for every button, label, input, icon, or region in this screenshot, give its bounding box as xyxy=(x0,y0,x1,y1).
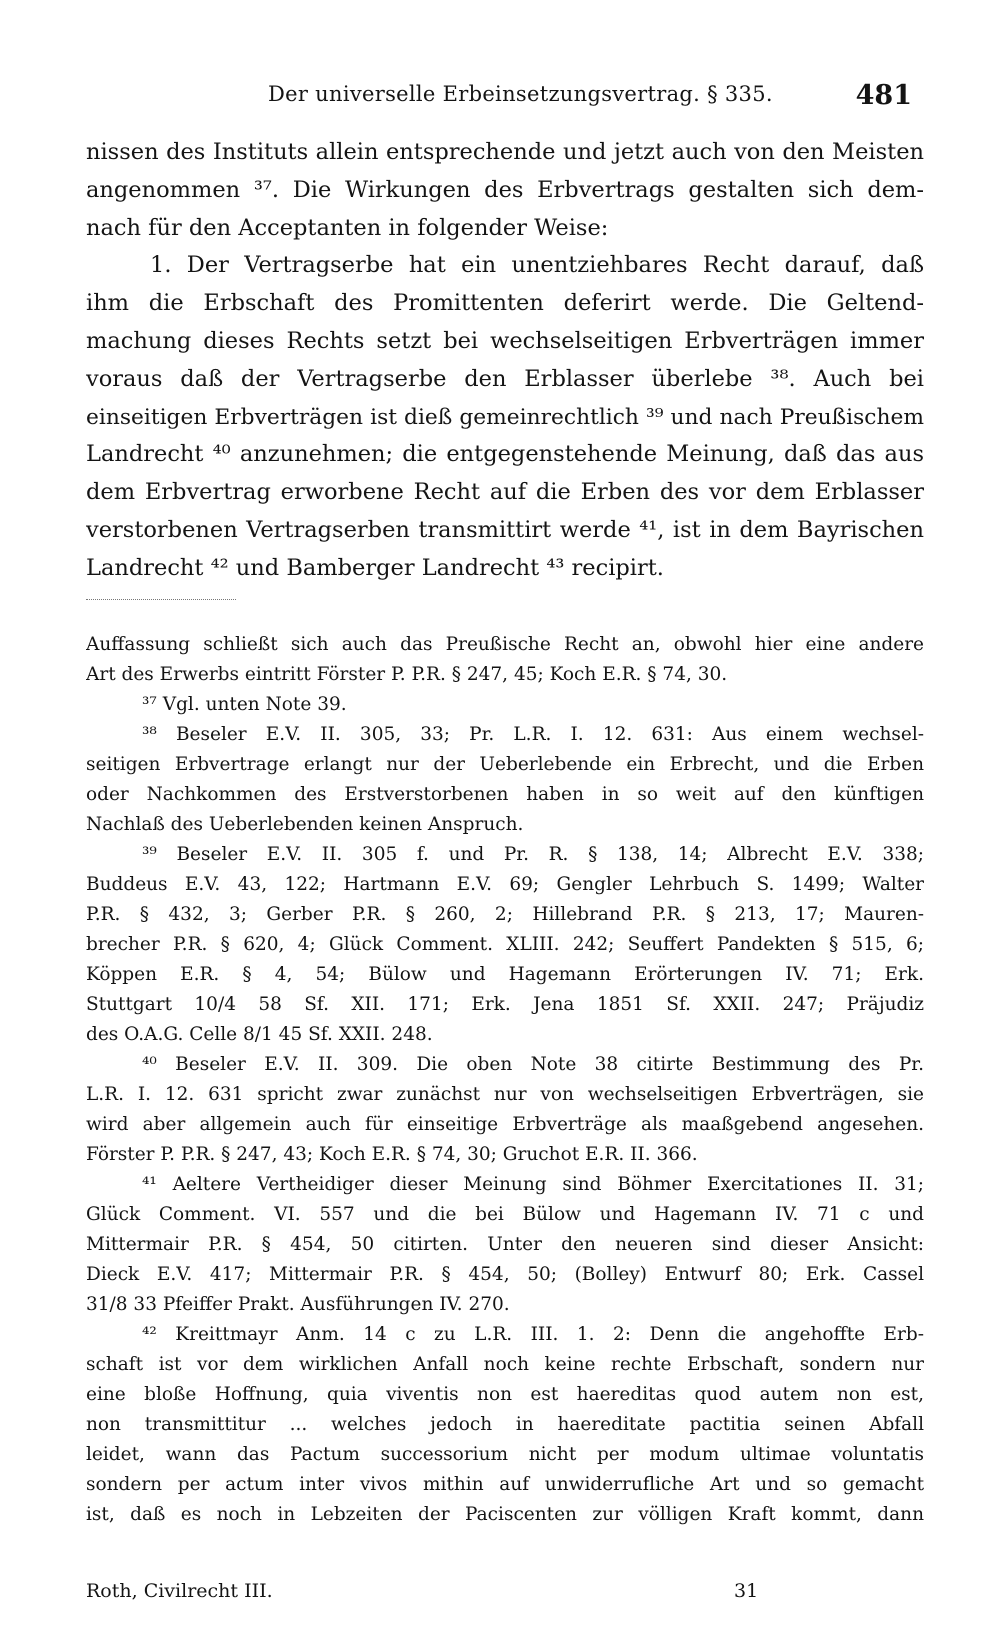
running-head: Der universelle Erbeinsetzungsvertrag. § 335. xyxy=(268,82,773,106)
footnote-line: ⁴⁰ Beseler E.V. II. 309. Die oben Note 38 citirte Bestimmung des Pr. xyxy=(142,1054,924,1075)
text-line: dem Erbvertrag erworbene Recht auf die Erben des vor dem Erblasser xyxy=(86,479,924,506)
footnote-line: schaft ist vor dem wirklichen Anfall noch keine rechte Erbschaft, sondern nur xyxy=(86,1354,924,1375)
text-line: nach für den Acceptanten in folgender Weise: xyxy=(86,214,609,241)
footnote-line: Köppen E.R. § 4, 54; Bülow und Hagemann Erörterungen IV. 71; Erk. xyxy=(86,964,924,985)
footnotes xyxy=(86,630,924,1530)
footnote-line: leidet, wann das Pactum successorium nicht per modum ultimae voluntatis xyxy=(86,1444,924,1465)
footnote-line: oder Nachkommen des Erstverstorbenen haben in so weit auf den künftigen xyxy=(86,784,924,805)
signature-number: 31 xyxy=(734,1580,759,1602)
footnote-line: Buddeus E.V. 43, 122; Hartmann E.V. 69; Gengler Lehrbuch S. 1499; Walter xyxy=(86,874,924,895)
printer-signature: Roth, Civilrecht III. xyxy=(86,1580,273,1602)
text-line: nissen des Instituts allein entsprechende und jetzt auch von den Meisten xyxy=(86,139,924,165)
footnote-line: Glück Comment. VI. 557 und die bei Bülow und Hagemann IV. 71 c und xyxy=(86,1204,924,1225)
footnote-line: Art des Erwerbs eintritt Förster P. P.R. § 247, 45; Koch E.R. § 74, 30. xyxy=(86,664,728,685)
footnote-line: brecher P.R. § 620, 4; Glück Comment. XLIII. 242; Seuffert Pandekten § 515, 6; xyxy=(86,934,924,955)
text-line: angenommen ³⁷. Die Wirkungen des Erbvertrags gestalten sich dem- xyxy=(86,176,924,203)
text-line: Landrecht ⁴² und Bamberger Landrecht ⁴³ recipirt. xyxy=(86,554,664,581)
text-line: Landrecht ⁴⁰ anzunehmen; die entgegenstehende Meinung, daß das aus xyxy=(86,441,924,468)
footnote-line: sondern per actum inter vivos mithin auf unwiderrufliche Art und so gemacht xyxy=(86,1474,924,1495)
footnote-line: Auffassung schließt sich auch das Preußische Recht an, obwohl hier eine andere xyxy=(86,634,924,655)
main-text xyxy=(86,134,924,588)
footnote-line: P.R. § 432, 3; Gerber P.R. § 260, 2; Hillebrand P.R. § 213, 17; Mauren- xyxy=(86,904,924,925)
text-line: 1. Der Vertragserbe hat ein unentziehbares Recht darauf, daß xyxy=(150,252,924,279)
footnote-separator xyxy=(86,599,236,600)
footnote-line: seitigen Erbvertrage erlangt nur der Ueberlebende ein Erbrecht, und die Erben xyxy=(86,754,924,775)
text-line: einseitigen Erbverträgen ist dieß gemeinrechtlich ³⁹ und nach Preußischem xyxy=(86,404,924,430)
footnote-line: Stuttgart 10/4 58 Sf. XII. 171; Erk. Jena 1851 Sf. XXII. 247; Präjudiz xyxy=(86,994,924,1015)
text-line: verstorbenen Vertragserben transmittirt werde ⁴¹, ist in dem Bayrischen xyxy=(86,516,924,543)
footnote-line: Dieck E.V. 417; Mittermair P.R. § 454, 50; (Bolley) Entwurf 80; Erk. Cassel xyxy=(86,1264,924,1285)
page-footer xyxy=(86,1580,924,1610)
footnote-line: L.R. I. 12. 631 spricht zwar zunächst nur von wechselseitigen Erbverträgen, sie xyxy=(86,1084,924,1105)
footnote-line: ³⁷ Vgl. unten Note 39. xyxy=(142,694,347,715)
footnote-line: ³⁹ Beseler E.V. II. 305 f. und Pr. R. § 138, 14; Albrecht E.V. 338; xyxy=(142,844,924,865)
footnote-line: Nachlaß des Ueberlebenden keinen Anspruch. xyxy=(86,814,524,835)
footnote-line: Förster P. P.R. § 247, 43; Koch E.R. § 74, 30; Gruchot E.R. II. 366. xyxy=(86,1144,698,1165)
text-line: machung dieses Rechts setzt bei wechselseitigen Erbverträgen immer xyxy=(86,327,924,354)
footnote-line: ³⁸ Beseler E.V. II. 305, 33; Pr. L.R. I. 12. 631: Aus einem wechsel- xyxy=(142,724,924,745)
footnote-line: ist, daß es noch in Lebzeiten der Paciscenten zur völligen Kraft kommt, dann xyxy=(86,1504,924,1525)
page-number: 481 xyxy=(855,80,912,111)
text-line: ihm die Erbschaft des Promittenten deferirt werde. Die Geltend- xyxy=(86,290,924,317)
footnote-line: wird aber allgemein auch für einseitige Erbverträge als maaßgebend angesehen. xyxy=(86,1114,924,1135)
text-line: voraus daß der Vertragserbe den Erblasser überlebe ³⁸. Auch bei xyxy=(86,365,924,392)
footnote-line: Mittermair P.R. § 454, 50 citirten. Unter den neueren sind dieser Ansicht: xyxy=(86,1234,924,1255)
footnote-line: des O.A.G. Celle 8/1 45 Sf. XXII. 248. xyxy=(86,1024,433,1045)
footnote-line: ⁴¹ Aeltere Vertheidiger dieser Meinung sind Böhmer Exercitationes II. 31; xyxy=(142,1174,924,1195)
footnote-line: non transmittitur ... welches jedoch in haereditate pactitia seinen Abfall xyxy=(86,1414,924,1435)
footnote-line: ⁴² Kreittmayr Anm. 14 c zu L.R. III. 1. 2: Denn die angehoffte Erb- xyxy=(142,1324,924,1345)
footnote-line: 31/8 33 Pfeiffer Prakt. Ausführungen IV. 270. xyxy=(86,1294,510,1315)
footnote-line: eine bloße Hoffnung, quia viventis non est haereditas quod autem non est, xyxy=(86,1384,924,1405)
